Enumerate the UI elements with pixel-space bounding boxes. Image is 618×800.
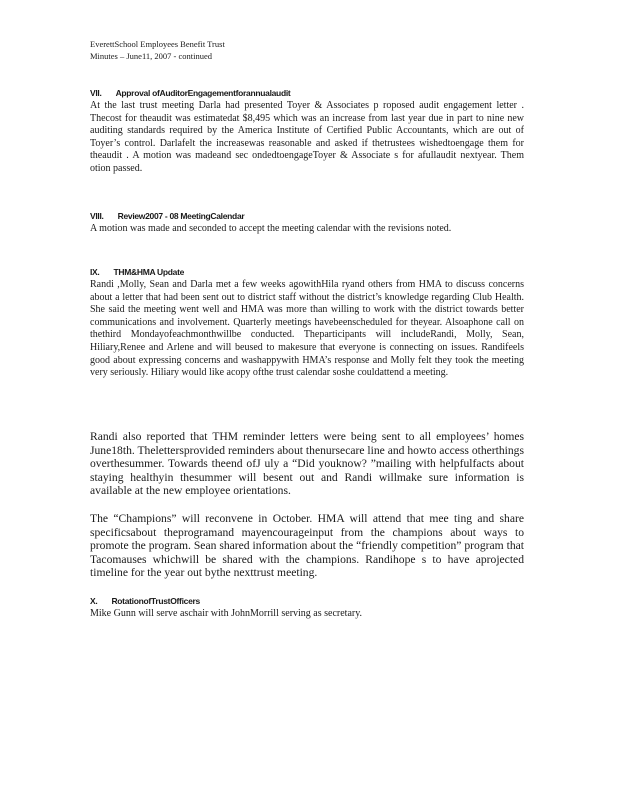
section-heading	[90, 596, 524, 606]
header-line-2: Minutes – June11, 2007 - continued	[90, 51, 212, 61]
section-heading	[90, 211, 524, 221]
section-x	[90, 596, 524, 621]
section-number: X.	[90, 596, 98, 606]
section-title: THM&HMA Update	[113, 267, 185, 277]
section-heading	[90, 267, 524, 277]
section-ix	[90, 267, 524, 380]
section-viii	[90, 211, 524, 236]
section-number: VIII.	[90, 211, 104, 221]
section-paragraph: At the last trust meeting Darla had presented Toyer & Associates p roposed audit engagement letter . Thecost for theaudit was estimatedat $8,495 which was an increase from last year due in part to nine new auditing standards required by the America Institute of Certified Public Accountants, which are out of Toyer’s control. Darlafelt the increasewas reasonable and asked if thetrustees wishedtoengage them for theaudit . A motion was madeand sec ondedtoengageToyer & Associate s for afullaudit nextyear. Them otion passed.	[90, 100, 524, 174]
section-heading	[90, 88, 524, 98]
section-number: VII.	[90, 88, 102, 98]
section-paragraph: The “Champions” will reconvene in October. HMA will attend that mee ting and share specificsabout theprogramand mayencourageinput from the champions about ways to promote the program. Sean shared information about the “friendly competition” program that Tacomauses whichwill be shared with the champions. Randihope s to have aprojected timeline for the year out bythe nexttrust meeting.	[90, 512, 524, 580]
section-paragraph: A motion was made and seconded to accept the meeting calendar with the revisions noted.	[90, 223, 452, 234]
section-paragraph: Mike Gunn will serve aschair with JohnMorrill serving as secretary.	[90, 608, 363, 619]
section-ix-paragraph-2	[90, 430, 524, 498]
section-title: Approval ofAuditorEngagementforannualaudit	[115, 88, 291, 98]
header-line-1: EverettSchool Employees Benefit Trust	[90, 39, 225, 49]
section-title: Review2007 - 08 MeetingCalendar	[117, 211, 245, 221]
section-number: IX.	[90, 267, 100, 277]
section-vii	[90, 88, 524, 176]
section-paragraph: Randi also reported that THM reminder letters were being sent to all employees’ homes June18th. Thelettersprovided reminders about thenursecare line and howto access otherthings overthesummer. Towards theend ofJ uly a “Did youknow? ”mailing with helpfulfacts about staying healthyin thesummer will besent out and Randi willmake sure information is available at the new employee orientations.	[90, 430, 524, 498]
section-ix-paragraph-3	[90, 512, 524, 580]
section-paragraph: Randi ,Molly, Sean and Darla met a few weeks agowithHila ryand others from HMA to discuss concerns about a letter that had been sent out to district staff without the district’s knowledge regarding Club Health. She said the meeting went well and HMA was more than willing to work with the district towards better communications and involvement. Quarterly meetings havebeenscheduled for theyear. Alsoaphone call on thethird Mondayofeachmonthwillbe conducted. Theparticipants will includeRandi, Molly, Sean, Hiliary,Renee and Arlene and will beused to makesure that everyone is connecting on issues. Randifeels good about expressing concerns and washappywith HMA’s response and Molly felt they took the meeting very seriously. Hiliary would like acopy ofthe trust calendar soshe couldattend a meeting.	[90, 279, 524, 379]
section-title: RotationofTrustOfficers	[111, 596, 200, 606]
page-header	[90, 38, 225, 62]
